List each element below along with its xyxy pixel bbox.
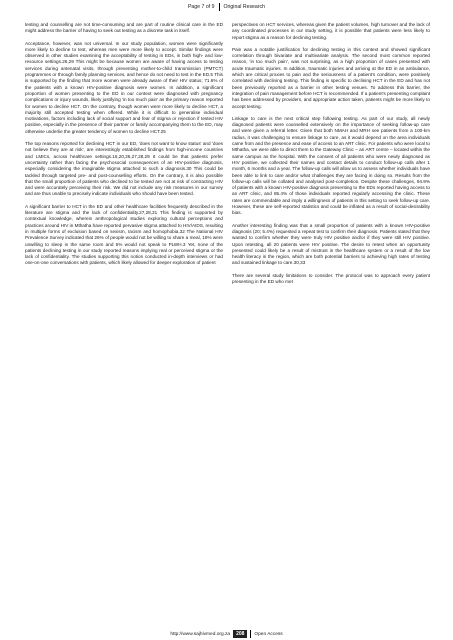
right-column (232, 22, 430, 291)
page-footer (0, 628, 453, 640)
paragraph: The top reasons reported for declining HCT in our ED, 'does not want to know status' and 'does not believe they are at risk', are interestingly established findings from high-income countries and LMICs, across healthcare settings.16,20,26,27,28,29 It could be that patients prefer uncertainty rather than facing the psychosocial consequences of an HIV-positive diagnosis, especially considering the imaginable stigma attached to such a diagnosis.30 This could be tackled through targeted pre- and post-counselling efforts. On the contrary, it is also possible that the small proportion of patients who declined to be tested are not at risk of contracting HIV and were accurately perceiving their risk. We did not include any risk measures in our survey and are thus unable to precisely indicate individuals who should have been tested. (25, 141, 223, 197)
page-number: 208 (233, 630, 247, 638)
journal-url-link[interactable]: http://www.sajhivmed.org.za (170, 631, 231, 637)
left-column (25, 22, 223, 273)
paragraph: perspectives on HCT services, whereas given the patient volumes, high turnover and the lack of any coordinated processes in our study setting, it is possible that patients were less likely to report stigma as a reason for declining testing. (232, 22, 430, 40)
section-label: Original Research (223, 4, 266, 10)
paragraph: testing and counselling are not time-consuming and are part of routine clinical care in the ED might address the barrier of having to seek out testing as a discrete task in itself. (25, 22, 223, 34)
page-header (0, 0, 453, 14)
paragraph: A significant barrier to HCT in the ED and other healthcare facilities frequently described in the literature are stigma and the lack of confidentiality.27,28,31 This finding is supported by contextual knowledge, wherein anthropological studies exploring cultural perceptions and practices around HIV in Mthatha have reported pervasive stigma attached to HIV/AIDS, resulting in multiple forms of exclusion based on sexism, racism and homophobia.32 The National HIV Prevalence Survey indicated that 26% of people would not be willing to share a meal, 18% were unwilling to sleep in the same room and 6% would not speak to PLWH.3 Yet, none of the patients declining testing in our study reported reasons implying real or perceived stigma or the lack of confidentiality. The studies supporting this notion conducted in-depth interviews or had one-on-one conversations with patients, which likely allowed for deeper exploration of patient (25, 203, 223, 266)
paragraph: Another interesting finding was that a small proportion of patients with a known HIV-positive diagnosis (20; 5.4%) requested a repeat test to confirm their diagnosis. Patients stated that they wanted to confirm whether they were truly HIV positive and/or if they were still HIV positive. Upon retesting, all 20 patients were HIV positive. The desire to retest when an opportunity presented could likely be a result of mistrust in the healthcare system or a result of the low health literacy in the region, which are both potential barriers to achieving high rates of testing and sustained linkage to care.30,33 (232, 222, 430, 266)
paragraph: Linkage to care is the next critical step following testing. As part of our study, all newly diagnosed patients were counselled extensively on the importance of seeking follow-up care and were given a referral letter. Given that both NMAH and MRH see patients from a 100-km radius, it was challenging to ensure linkage to care, as it would depend on the area individuals came from and the presence and ease of access to an ART clinic. For patients who were local to Mthatha, we were able to direct them to the Gateway Clinic – an ART centre – located within the same campus as the hospital. With the consent of all patients who were newly diagnosed as HIV positive, we collected their names and contact details to conduct follow-up calls after 1 month, 6 months and a year. The follow-up calls will allow us to assess whether individuals have been able to link to care and/or what challenges they are facing in doing so. Results from the follow-up calls will be collated and analysed post-completion. Despite these challenges, 94.9% of patients with a known HIV-positive diagnosis presenting to the EDs reported having access to an ART clinic, and 85.4% of those individuals reported regularly accessing the clinic. These rates are commendable and imply a willingness of patients in this setting to seek follow-up care. However, these are self-reported statistics and could be inflated as a result of social-desirability bias. (232, 115, 430, 216)
paragraph: Acceptance, however, was not universal. In our study population, women were significantly more likely to decline to test, whereas men were more likely to accept. Similar findings were observed in other studies examining the acceptability of testing in EDs, in both high- and low-resource settings.26,29 This might be because women are aware of having access to testing services during antenatal visits, through preventing mother-to-child transmission (PMTCT) programmes or through family planning services, and hence do not need to test in the ED.5 This is supported by the finding that more women were already aware of their HIV status; 71.6% of the patients with a known HIV-positive diagnosis were women. In addition, a significant proportion of women presenting to the ED in our context were diagnosed with pregnancy complications or injury wounds, likely justifying 'in too much pain' as the primary reason reported for women to decline HCT. On the contrary, though women were more likely to decline HCT, a majority still accepted testing when offered. While it is difficult to generalise individual motivations, factors including lack of social support and fear of stigma or rejection if tested HIV positive, especially in the presence of their partner or family accompanying them to the ED, may otherwise underlie the greater tendency of women to decline HCT.25 (25, 40, 223, 134)
page-label: Page 7 of 9 (187, 4, 215, 10)
header-divider (219, 3, 220, 11)
paragraph: There are several study limitations to consider. The protocol was to approach every patient presenting in the ED who met (232, 272, 430, 284)
footer-divider (250, 630, 251, 638)
open-access-label: Open Access (254, 631, 283, 637)
paragraph: Pain was a notable justification for declining testing in this context and showed significant correlation through bivariate and multivariate analysis. The second most common reported reason, 'in too much pain', was not surprising, as a high proportion of cases presented with acute traumatic injuries. In addition, traumatic injuries and arriving at the ED in an ambulance, which are critical proxies to pain and the seriousness of a patient's condition, were positively correlated with declining testing. This finding is specific to declining HCT in the ED and has not been previously reported as a barrier in other testing venues. To address this barrier, the integration of pain management before HCT is recommended. If a patient's presenting complaint has been addressed by providers, and appropriate action taken, patients might be more likely to accept testing. (232, 46, 430, 109)
